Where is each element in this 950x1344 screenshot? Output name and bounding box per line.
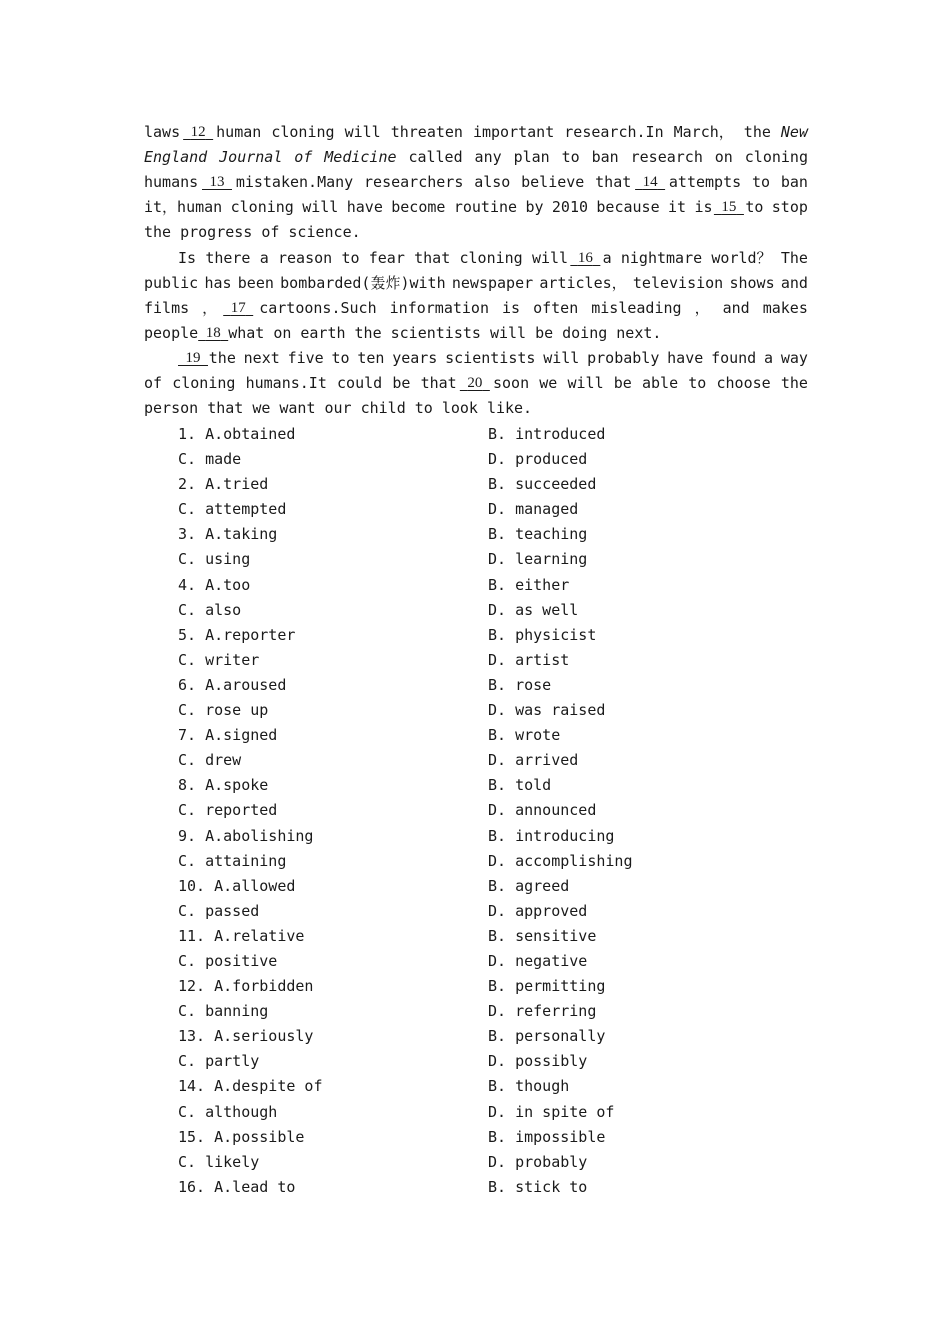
word: any: [474, 148, 502, 167]
word: it，human: [144, 198, 223, 217]
option-row: [178, 698, 818, 723]
word: to: [751, 173, 771, 192]
word: of: [144, 374, 163, 393]
word: will: [489, 323, 527, 342]
word: ten: [357, 349, 385, 367]
passage-paragraph-3: [144, 346, 808, 421]
word: humans.It: [245, 374, 327, 393]
word: believe: [521, 173, 585, 192]
option-right: B. introduced: [488, 425, 606, 443]
option-left: C. banning: [178, 1002, 269, 1021]
journal-title-word: Journal: [219, 148, 283, 167]
option-right: B. wrote: [488, 726, 561, 745]
word: by: [525, 198, 544, 217]
word: years: [392, 349, 438, 367]
word: misleading: [591, 298, 682, 317]
option-row: [178, 924, 818, 949]
word: research.In: [564, 123, 664, 141]
word: threaten: [390, 123, 463, 141]
word: that: [595, 173, 632, 192]
word: world？: [711, 248, 772, 267]
word: researchers: [364, 173, 464, 192]
option-left: 10. A.allowed: [178, 876, 296, 895]
option-row: [178, 522, 818, 547]
option-row: [178, 1024, 818, 1049]
passage-line: [144, 120, 808, 145]
option-row: [178, 673, 818, 698]
word: will: [567, 374, 604, 393]
option-row: [178, 422, 818, 447]
option-row: [178, 447, 818, 472]
option-right: B. impossible: [488, 1127, 606, 1146]
option-left: C. reported: [178, 801, 278, 820]
word: will: [543, 349, 580, 367]
word: to: [341, 248, 360, 267]
word: like.: [486, 399, 533, 418]
option-row: [178, 573, 818, 598]
word: earth: [300, 323, 346, 342]
journal-title-word: of: [294, 148, 313, 167]
word: reason: [278, 248, 333, 267]
option-left: 12. A.forbidden: [178, 977, 314, 996]
word: called: [408, 148, 463, 167]
word: be: [613, 374, 632, 393]
option-left: 9. A.abolishing: [178, 826, 314, 845]
option-left: 4. A.too: [178, 575, 251, 594]
passage-line: [144, 195, 808, 220]
answer-options-list: [178, 422, 818, 1200]
word: films: [144, 298, 190, 317]
option-right: B. rose: [488, 675, 552, 694]
word: to: [331, 349, 350, 367]
option-row: [178, 723, 818, 748]
option-row: [178, 874, 818, 899]
option-right: D. managed: [488, 500, 579, 519]
option-right: D. probably: [488, 1152, 588, 1171]
word: progress: [180, 223, 253, 242]
option-row: [178, 598, 818, 623]
option-right: D. approved: [488, 901, 588, 920]
word: often: [533, 298, 579, 317]
word: and: [780, 273, 808, 292]
option-right: B. personally: [488, 1027, 606, 1046]
word: laws: [144, 123, 181, 141]
journal-title-word: England: [144, 148, 208, 167]
word: cloning: [459, 248, 523, 267]
word: the: [354, 323, 382, 342]
blank-18: 18: [205, 324, 221, 341]
word: the: [780, 374, 808, 393]
word: people: [144, 323, 199, 342]
word: be: [392, 374, 411, 393]
passage-line: [144, 346, 808, 371]
word: The: [780, 248, 808, 267]
option-row: [178, 497, 818, 522]
word: able: [642, 374, 679, 393]
word: our: [324, 399, 352, 418]
passage-line: [144, 145, 808, 170]
option-left: 7. A.signed: [178, 726, 278, 745]
word: because: [596, 198, 660, 217]
word: shows: [729, 273, 775, 292]
word: is: [502, 298, 521, 317]
word: have: [667, 349, 704, 367]
option-right: D. produced: [488, 450, 588, 469]
word: that: [420, 374, 457, 393]
option-row: [178, 974, 818, 999]
word: television: [632, 273, 724, 292]
option-row: [178, 472, 818, 497]
option-row: [178, 1125, 818, 1150]
passage-line: [144, 371, 808, 396]
word: makes: [762, 298, 808, 317]
option-right: D. learning: [488, 550, 588, 569]
word: look: [441, 399, 478, 418]
word: a: [602, 248, 612, 267]
word: ，: [202, 298, 218, 317]
option-row: [178, 748, 818, 773]
option-left: 15. A.possible: [178, 1127, 305, 1146]
word: routine: [453, 198, 518, 217]
option-right: B. told: [488, 776, 552, 795]
word: newspaper: [451, 273, 534, 292]
journal-title-word: Medicine: [324, 148, 397, 167]
passage-line: [144, 296, 808, 321]
word: that: [414, 248, 451, 267]
word: on: [273, 323, 292, 342]
word: nightmare: [620, 248, 703, 267]
word: we: [539, 374, 558, 393]
blank-12: 12: [190, 124, 206, 140]
option-left: C. also: [178, 600, 242, 619]
option-right: D. was raised: [488, 701, 606, 720]
option-left: C. although: [178, 1102, 278, 1121]
passage-line: [144, 396, 808, 421]
option-left: 6. A.aroused: [178, 675, 287, 694]
word: research: [630, 148, 703, 167]
word: to: [414, 399, 433, 418]
option-left: 16. A.lead to: [178, 1177, 296, 1196]
word: have: [346, 198, 383, 217]
option-left: 11. A.relative: [178, 926, 305, 945]
word: next.: [616, 323, 662, 342]
option-row: [178, 1100, 818, 1125]
option-row: [178, 899, 818, 924]
word: a: [259, 248, 269, 267]
option-right: B. teaching: [488, 525, 588, 544]
word: will: [344, 123, 381, 141]
option-right: D. arrived: [488, 751, 579, 770]
option-row: [178, 648, 818, 673]
word: cloning: [230, 198, 294, 217]
option-left: 5. A.reporter: [178, 625, 296, 644]
option-row: [178, 1175, 818, 1200]
word: what: [228, 323, 265, 342]
passage-line: [144, 246, 808, 271]
blank-14: 14: [642, 174, 658, 191]
word: it: [668, 198, 687, 217]
word: also: [474, 173, 511, 192]
word: articles，: [539, 273, 627, 292]
word: of: [261, 223, 280, 242]
word: to: [688, 374, 707, 393]
word: the: [208, 349, 236, 367]
option-row: [178, 1074, 818, 1099]
option-left: C. partly: [178, 1052, 260, 1071]
option-row: [178, 824, 818, 849]
word: ban: [780, 173, 808, 192]
option-left: 14. A.despite of: [178, 1077, 323, 1096]
word: ban: [591, 148, 619, 167]
option-left: C. using: [178, 550, 251, 569]
word: want: [279, 399, 316, 418]
blank-13: 13: [209, 174, 225, 191]
word: become: [391, 198, 446, 217]
word: found: [711, 349, 757, 367]
word: bombarded(轰炸)with: [280, 273, 446, 292]
option-right: B. succeeded: [488, 475, 597, 494]
word: child: [360, 399, 406, 418]
option-left: 3. A.taking: [178, 525, 278, 544]
option-row: [178, 1150, 818, 1175]
option-row: [178, 1049, 818, 1074]
blank-20: 20: [467, 375, 483, 392]
option-row: [178, 999, 818, 1024]
option-right: B. either: [488, 575, 570, 594]
option-left: 1. A.obtained: [178, 425, 296, 443]
word: choose: [716, 374, 771, 393]
passage-line: [144, 321, 808, 346]
word: soon: [493, 374, 530, 393]
word: will: [531, 248, 569, 267]
word: humans: [144, 173, 199, 192]
word: that: [207, 399, 244, 418]
word: information: [389, 298, 489, 317]
word: ，: [694, 298, 710, 317]
option-right: B. though: [488, 1077, 570, 1096]
option-row: [178, 949, 818, 974]
word: 2010: [551, 198, 589, 217]
option-left: C. likely: [178, 1152, 260, 1171]
passage-paragraph-2: [144, 246, 808, 346]
option-row: [178, 849, 818, 874]
word: human: [216, 123, 262, 141]
word: be: [535, 323, 554, 342]
option-right: B. stick to: [488, 1177, 588, 1196]
option-right: D. accomplishing: [488, 851, 633, 870]
word: science.: [288, 223, 361, 242]
word: probably: [587, 349, 660, 367]
word: the: [743, 123, 771, 141]
option-left: C. attaining: [178, 851, 287, 870]
word: cartoons.Such: [259, 298, 377, 317]
option-right: B. introducing: [488, 826, 615, 845]
word: way: [780, 349, 808, 367]
option-right: D. possibly: [488, 1052, 588, 1071]
option-right: D. referring: [488, 1002, 597, 1021]
word: there: [205, 248, 251, 267]
word: and: [722, 298, 750, 317]
option-right: D. as well: [488, 600, 579, 619]
option-left: C. drew: [178, 751, 242, 770]
word: we: [252, 399, 271, 418]
option-right: D. artist: [488, 650, 570, 669]
word: important: [472, 123, 555, 141]
option-left: C. attempted: [178, 500, 287, 519]
option-right: D. announced: [488, 801, 597, 820]
word: been: [237, 273, 274, 292]
word: the: [144, 223, 172, 242]
blank-16: 16: [577, 249, 593, 266]
option-right: B. agreed: [488, 876, 570, 895]
passage-line: [144, 220, 808, 245]
option-right: D. in spite of: [488, 1102, 615, 1121]
word: public: [144, 273, 199, 292]
word: person: [144, 399, 199, 418]
word: will: [302, 198, 339, 217]
word: has: [204, 273, 232, 292]
option-row: [178, 547, 818, 572]
option-right: B. physicist: [488, 625, 597, 644]
word: stop: [771, 198, 808, 217]
word: is: [694, 198, 713, 217]
word: Is: [178, 248, 197, 267]
word: could: [337, 374, 383, 393]
word: plan: [513, 148, 550, 167]
word: mistaken.Many: [235, 173, 354, 192]
option-right: B. permitting: [488, 977, 606, 996]
word: fear: [368, 248, 405, 267]
option-left: 8. A.spoke: [178, 776, 269, 795]
option-left: C. passed: [178, 901, 260, 920]
word: doing: [562, 323, 608, 342]
option-left: C. positive: [178, 951, 278, 970]
word: March，: [673, 123, 734, 141]
passage-line: [144, 170, 808, 195]
word: cloning: [271, 123, 335, 141]
word: a: [764, 349, 774, 367]
word: cloning: [744, 148, 808, 167]
option-left: C. writer: [178, 650, 260, 669]
option-left: 2. A.tried: [178, 475, 269, 494]
word: cloning: [172, 374, 236, 393]
word: five: [287, 349, 324, 367]
option-row: [178, 798, 818, 823]
word: on: [714, 148, 733, 167]
option-left: C. made: [178, 450, 242, 469]
passage-paragraph-1: [144, 120, 808, 245]
word: attempts: [668, 173, 742, 192]
blank-15: 15: [721, 199, 737, 216]
option-right: D. negative: [488, 951, 588, 970]
journal-title-word: New: [780, 123, 808, 141]
blank-19: 19: [185, 350, 201, 366]
option-right: B. sensitive: [488, 926, 597, 945]
word: to: [745, 198, 764, 217]
option-row: [178, 773, 818, 798]
option-row: [178, 623, 818, 648]
word: next: [243, 349, 280, 367]
option-left: 13. A.seriously: [178, 1027, 314, 1046]
word: to: [561, 148, 580, 167]
word: scientists: [390, 323, 481, 342]
passage-line: [144, 271, 808, 296]
word: scientists: [445, 349, 536, 367]
blank-17: 17: [230, 299, 246, 316]
option-left: C. rose up: [178, 701, 269, 720]
